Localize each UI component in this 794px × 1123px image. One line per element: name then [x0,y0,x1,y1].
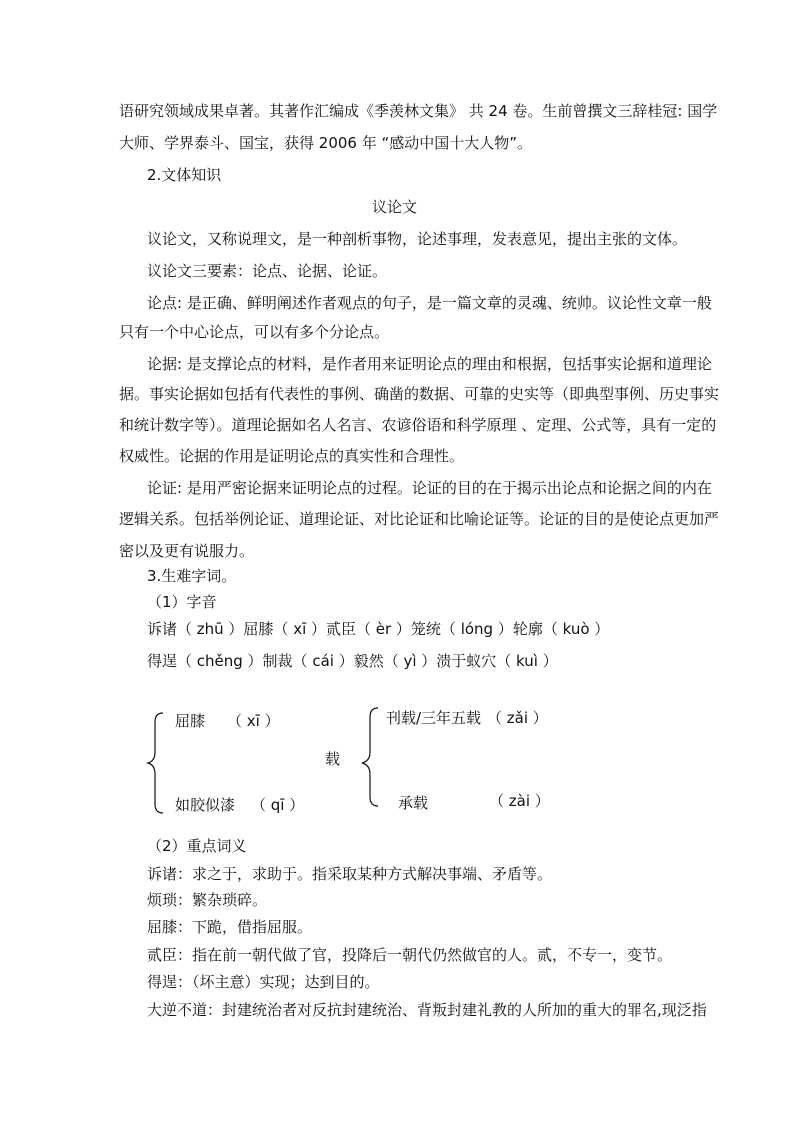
section-2-title: 议论文 [372,198,418,216]
lundian-line-2: 只有一个中心论点，可以有多个分论点。 [119,323,390,341]
lunju-line-4: 权威性。论据的作用是证明论点的真实性和合理性。 [119,447,465,465]
section-2-heading: 2.文体知识 [147,166,222,184]
lunzheng-line-1: 论证: 是用严密论据来证明论点的过程。论证的目的在于揭示出论点和论据之间的内在 [147,479,712,497]
definition-quxi: 屈膝：下跪，借指屈服。 [147,918,313,936]
lunzheng-line-3: 密以及更有说服力。 [119,542,255,560]
lunju-line-2: 据。事实论据如包括有代表性的事例、确凿的数据、可靠的史实等（即典型事例、历史事实 [119,385,720,403]
brace-right-bottom-word: 承载 [398,794,429,812]
definition-erchen: 贰臣：指在前一朝代做了官，投降后一朝代仍然做官的人。贰，不专一，变节。 [147,946,673,964]
left-brace [148,713,163,813]
brace-left-top-word: 屈膝 [175,712,206,730]
section-2-paragraph-2: 议论文三要素：论点、论据、论证。 [147,262,388,280]
definition-suzhu: 诉诸：求之于，求助于。指采取某种方式解决事端、矛盾等。 [147,865,553,883]
definition-dani-budao: 大逆不道：封建统治者对反抗封建统治、背叛封建礼教的人所加的重大的罪名,现泛指 [147,1001,707,1019]
brace-left-top-pinyin: （ xī ） [227,712,280,730]
pronunciation-heading: （1）字音 [147,593,217,611]
brace-right-top-word: 刊载/三年五载 [386,709,482,727]
lunju-line-1: 论据: 是支撑论点的材料，是作者用来证明论点的理由和根据，包括事实论据和道理论 [147,355,712,373]
lundian-line-1: 论点: 是正确、鲜明阐述作者观点的句子，是一篇文章的灵魂、统帅。议论性文章一般 [147,294,712,312]
intro-line-1 [119,101,718,121]
definition-fansuo: 烦琐：繁杂琐碎。 [147,891,268,909]
right-brace [362,708,378,806]
intro-line-2 [119,133,532,153]
brace-left-bottom-pinyin: （ qī ） [251,796,305,814]
brace-center-character: 载 [325,750,341,768]
brace-left-bottom-word: 如胶似漆 [175,796,236,814]
section-2-paragraph-1: 议论文，又称说理文，是一种剖析事物，论述事理，发表意见，提出主张的文体。 [147,230,688,248]
lunju-line-3: 和统计数字等）。道理论据如名人名言、农谚俗语和科学原理 、定理、公式等，具有一定的 [119,416,717,434]
pronunciation-line-2: 得逞（ chěng ）制裁（ cái ）毅然（ yì ）溃于蚁穴（ kuì ） [147,652,558,670]
pronunciation-line-1: 诉诸（ zhū ）屈膝（ xī ）贰臣（ èr ）笼统（ lóng ）轮廓（ kuò ） [147,620,610,638]
definition-decheng: 得逞：（坏主意）实现；达到目的。 [147,973,380,991]
definitions-heading: （2）重点词义 [147,837,247,855]
section-3-heading: 3.生难字词。 [147,567,237,585]
lunzheng-line-2: 逻辑关系。包括举例论证、道理论证、对比论证和比喻论证等。论证的目的是使论点更加严 [119,510,720,528]
intro-line-1-text: 语研究领域成果卓著。其著作汇编成《季羡林文集》 共 24 卷。生前曾撰文三辞桂冠: 国学 [119,102,718,120]
brace-right-bottom-pinyin: （ zài ） [489,792,550,810]
intro-line-2-text: 大师、学界泰斗、国宝，获得 2006 年 “感动中国十大人物”。 [119,134,533,152]
brace-right-top-pinyin: （ zǎi ） [487,709,548,727]
